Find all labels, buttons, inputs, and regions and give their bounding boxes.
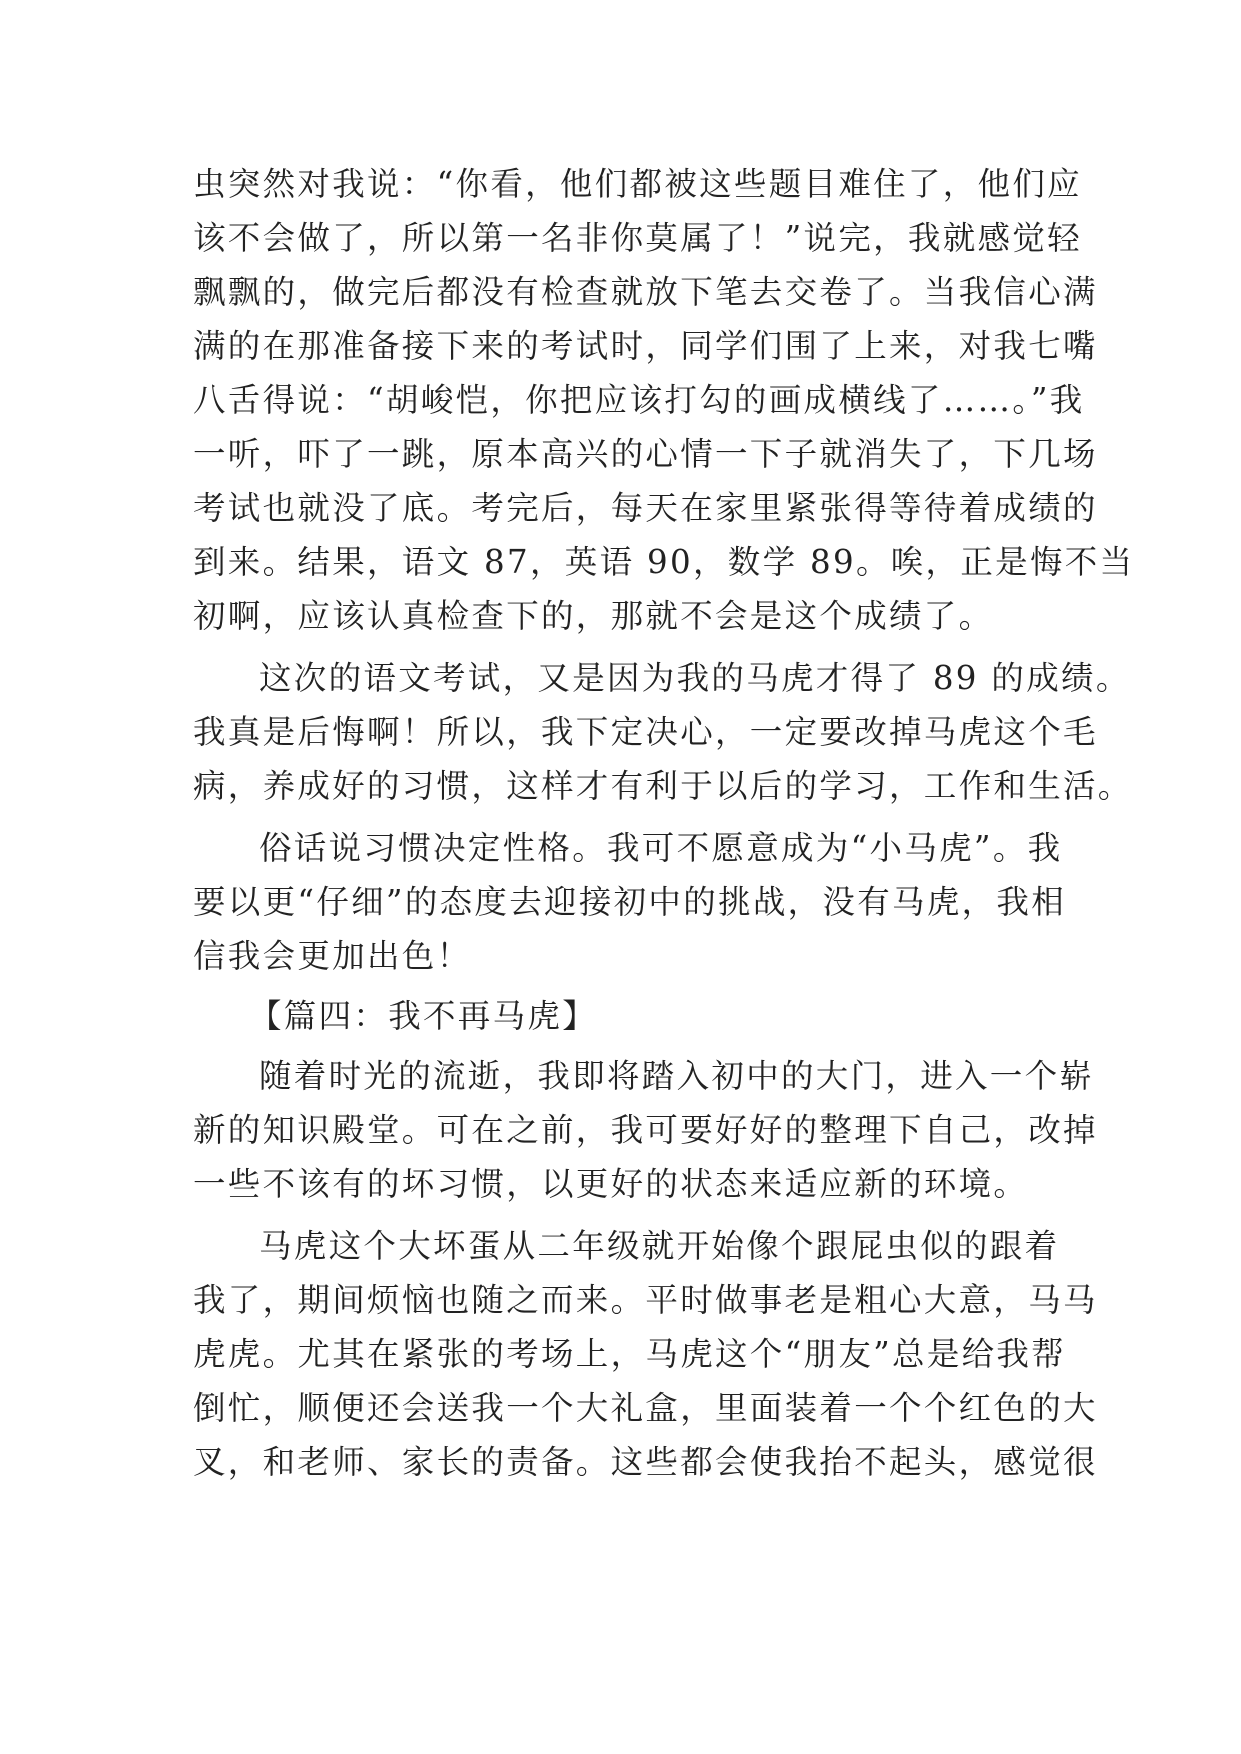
- text-line: 我真是后悔啊！所以，我下定决心，一定要改掉马虎这个毛: [193, 713, 1098, 751]
- text-line: 八舌得说：“胡峻恺，你把应该打勾的画成横线了……。”我: [193, 381, 1085, 419]
- text-line: 考试也就没了底。考完后，每天在家里紧张得等待着成绩的: [193, 489, 1098, 527]
- text-line: 病，养成好的习惯，这样才有利于以后的学习，工作和生活。: [193, 767, 1133, 805]
- text-line: 一些不该有的坏习惯，以更好的状态来适应新的环境。: [193, 1165, 1029, 1203]
- section-heading: 【篇四：我不再马虎】: [249, 997, 598, 1035]
- text-line: 信我会更加出色！: [193, 937, 472, 975]
- text-line: 叉，和老师、家长的责备。这些都会使我抬不起头，感觉很: [193, 1443, 1098, 1481]
- text-line: 虫突然对我说：“你看，他们都被这些题目难住了，他们应: [193, 165, 1082, 203]
- text-line: 飘飘的，做完后都没有检查就放下笔去交卷了。当我信心满: [193, 273, 1098, 311]
- paragraph-start-line: 马虎这个大坏蛋从二年级就开始像个跟屁虫似的跟着: [259, 1227, 1060, 1265]
- paragraph-start-line: 这次的语文考试，又是因为我的马虎才得了 89 的成绩。: [259, 659, 1131, 697]
- paragraph-start-line: 俗话说习惯决定性格。我可不愿意成为“小马虎”。我: [259, 829, 1063, 867]
- text-line: 该不会做了，所以第一名非你莫属了！”说完，我就感觉轻: [193, 219, 1082, 257]
- paragraph-start-line: 随着时光的流逝，我即将踏入初中的大门，进入一个崭: [259, 1057, 1095, 1095]
- text-line: 满的在那准备接下来的考试时，同学们围了上来，对我七嘴: [193, 327, 1098, 365]
- text-line: 要以更“仔细”的态度去迎接初中的挑战，没有马虎，我相: [193, 883, 1067, 921]
- text-line: 到来。结果，语文 87，英语 90，数学 89。唉，正是悔不当: [193, 543, 1135, 581]
- text-line: 虎虎。尤其在紧张的考场上，马虎这个“朋友”总是给我帮: [193, 1335, 1067, 1373]
- text-line: 新的知识殿堂。可在之前，我可要好好的整理下自己，改掉: [193, 1111, 1098, 1149]
- text-line: 倒忙，顺便还会送我一个大礼盒，里面装着一个个红色的大: [193, 1389, 1098, 1427]
- text-line: 我了，期间烦恼也随之而来。平时做事老是粗心大意，马马: [193, 1281, 1098, 1319]
- text-line: 初啊，应该认真检查下的，那就不会是这个成绩了。: [193, 597, 994, 635]
- text-line: 一听，吓了一跳，原本高兴的心情一下子就消失了，下几场: [193, 435, 1098, 473]
